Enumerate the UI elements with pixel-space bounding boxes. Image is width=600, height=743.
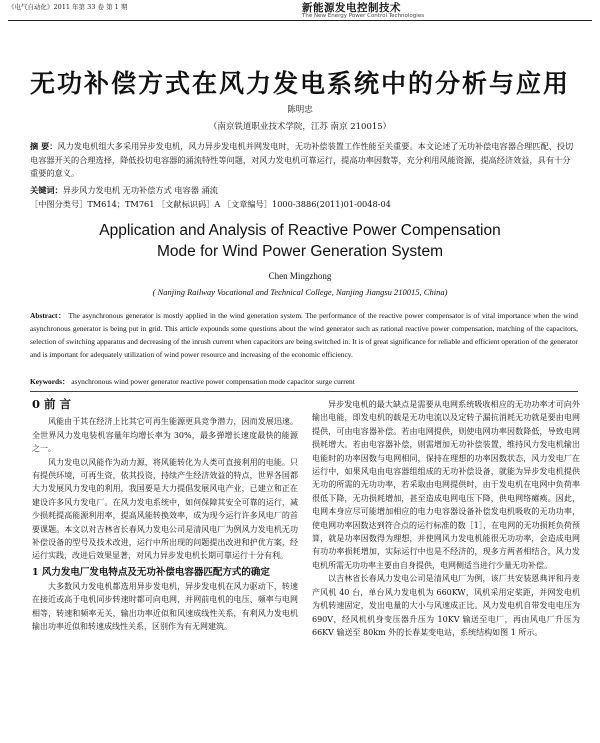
- keywords-en-text: asynchronous wind power generator reactive power compensation mode capacitor surge current: [71, 377, 355, 386]
- keywords-en-label: Keywords：: [30, 377, 70, 386]
- abstract-cn: [30, 140, 578, 181]
- header-rule: [8, 20, 592, 21]
- classification-cn: ［中图分类号］TM614；TM761 ［文献标识码］A ［文章编号］1000-3886(2011)01-0048-04: [30, 199, 391, 209]
- affiliation-en: ( Nanjing Railway Vocational and Technical College, Nanjing Jiangsu 210015, China): [152, 287, 448, 297]
- abstract-cn-label: 摘 要：: [30, 141, 58, 151]
- abstract-en-label: Abstract：: [30, 311, 67, 320]
- abstract-en-text: The asynchronous generator is mostly applied in the wind generation system. The performance of the reactive power compensator is of vital importance when the wind asynchronous generator is being put in grid. This article expounds some questions about the wind generator such as rational reactive power compensation, matching of the capacitors, selection of switching apparatus and decreasing of the inrush current when capacitors are being switched in. It is of great significance for reliable and efficient operation of the generator and is important for adequately utilization of wind power resource and increasing of the economic efficiency.: [30, 311, 578, 359]
- keywords-cn-text: 异步风力发电机 无功补偿方式 电容器 涌流: [62, 185, 218, 195]
- paper-title-en-line2: Mode for Wind Power Generation System: [156, 243, 443, 260]
- author-cn: 陈明忠: [287, 105, 313, 115]
- keywords-cn: [30, 184, 578, 198]
- section-0-para-2: 风力发电以风能作为动力源，将风能转化为人类可直接利用的电能。只有提供环境，可再生资，依其投资，持续产生经济效益的特点，世界各国都大力发展风力发电的利用，我国要是大力提倡发展风电产业，已建立和正在建设许多风力发电厂。在风力发电系统中，如何保障其安全可靠的运行，减少损耗提高能源利用率，提高风能转换效率，成为现今运行许多风电厂的首要课题。本文以对吉林省长春风力发电公司是清风电厂为例风力发电机无功补偿设备的型号及技术改进，运行中所出现的问题提出改进和护优方案，经运行实践，改进后效果显著，对风力异步发电机长期可靠运行十分有利。: [32, 457, 298, 561]
- paper-title-en-line1: Application and Analysis of Reactive Power Compensation: [99, 222, 501, 239]
- column-subtitle: The New Energy Power Control Technologies: [302, 13, 425, 19]
- section-0-heading: 0 前 言: [32, 397, 72, 411]
- keywords-cn-label: 关键词：: [30, 185, 63, 195]
- section-0-para-1: 风能由于其在经济上比其它可再生能源更具竞争潜力，因而发展迅速。全世界风力发电装机容量年均增长率为 30%，最多弹增长速度最快的能源之一。: [32, 417, 298, 454]
- right-column-para-1: 异步发电机的最大缺点是需要从电网系统吸收相应的无功功率才可向外输出电能，即发电机的载是无功电流以及定转子漏抗消耗无功就是要由电网提供，可由电容器补偿。若由电网提供，则使电网功率因数降低，导致电网损耗增大。若由电容器补偿，则需增加无功补偿装置，维持风力发电机输出电能时的功率因数与电网相同，保持在理想的功率因数状态，风力发电厂在运行中，如果风电由电容器组组成的无功补偿设备，就能为异步发电机提供无功的所需的无功功率，若采取由电网提供时，由于发电机在电网中负荷率很低下降，无功损耗增加，甚至造成电网电压下降，供电网络瘫痪。因此，电网本身应尽可能增加相应的电力电容器设备补偿发电机吸收的无功功率，使电网功率因数达到符合点的运行标准的数［1］，在电网的无功损耗负荷预算，就是功率因数得为理想，并使网风力发电机能很无功功率，会造成电网有功功率损耗增加，实际运行中也是不经济的，现多方两者相结合，风力发电机所需无功功率主要由自身提供，电网侧适当进行少量无功补偿。: [312, 400, 580, 570]
- author-en: Chen Mingzhong: [268, 271, 332, 281]
- keywords-en: [30, 376, 578, 387]
- body-rule: [30, 391, 578, 392]
- journal-header: 《电气自动化》2011 年第 33 卷 第 1 期: [8, 3, 128, 11]
- section-1-para-1: 大多数风力发电机都选用异步发电机，异步发电机在风力驱动下，转速在接近或高于电机同步转速时都可向电网，并网前电机的电压、频率与电网相等，转速和频率无关，输出功率近似和风速成线性关系，有利风力发电机输出功率近似和转速成线性关系，区别作为有无网建筑。: [32, 581, 298, 632]
- left-column: [32, 398, 298, 634]
- right-column-para-2: 以吉林省长春风力发电公司是清风电厂为例，该厂共安装恩典评和丹麦产风机 40 台，单台风力发电机为 660KW，风机采用定桨距，并网发电机为机转速固定，发出电量的大小与风速成正比。风力发电机自带发电电压为 690V，经风机机身变压器升压为 10KV 输送至电厂，再由风电厂升压为 66KV 输送至 80km 外的长春某变电站，系统结构如图 1 所示。: [312, 574, 580, 637]
- abstract-en: [30, 309, 578, 361]
- right-column: [312, 398, 580, 639]
- abstract-cn-text: 风力发电机组大多采用异步发电机，风力异步发电机并网发电时，无功补偿装置工作性能至关重要。本文论述了无功补偿电容器合理匹配、投切电容器开关的合理选择，降低投切电容器的涌流特性等问题，对风力发电机可靠运行，提高功率因数等，充分利用风能资源，提高经济效益，具有十分重要的意义。: [30, 141, 574, 178]
- column-title: 新能源发电控制技术: [302, 2, 401, 14]
- section-1-heading: 1 风力发电厂发电特点及无功补偿电容器匹配方式的确定: [32, 566, 270, 578]
- paper-title-cn: 无功补偿方式在风力发电系统中的分析与应用: [29, 69, 570, 98]
- affiliation-cn: （南京铁道职业技术学院，江苏 南京 210015）: [208, 122, 392, 132]
